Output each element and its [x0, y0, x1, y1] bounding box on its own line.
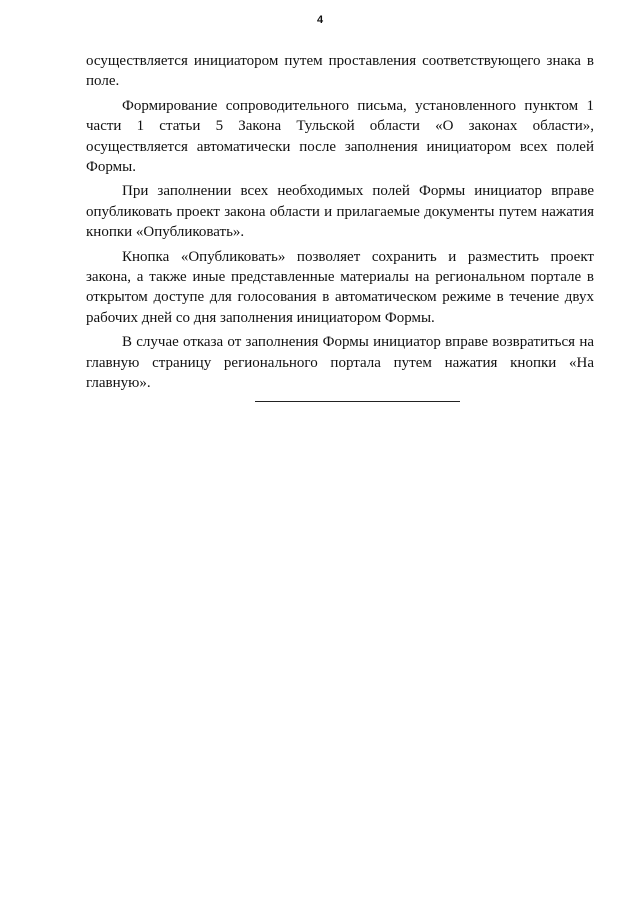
- page-number: 4: [316, 14, 324, 26]
- closing-divider: [255, 401, 460, 402]
- paragraph-refusal: В случае отказа от заполнения Формы инициатор вправе возвратиться на главную страницу регионального портала путем нажатия кнопки «На главную».: [86, 334, 594, 392]
- document-body: [86, 51, 594, 398]
- paragraph-publish: При заполнении всех необходимых полей Формы инициатор вправе опубликовать проект закона области и прилагаемые документы путем нажатия кнопки «Опубликовать».: [86, 183, 594, 241]
- paragraph-continuation: осуществляется инициатором путем проставления соответствующего знака в поле.: [86, 53, 594, 90]
- paragraph-cover-letter: Формирование сопроводительного письма, установленного пунктом 1 части 1 статьи 5 Закона Тульской области «О законах области», осуществляется автоматически после заполнения инициатором всех полей Формы.: [86, 97, 594, 176]
- paragraph-publish-button: Кнопка «Опубликовать» позволяет сохранить и разместить проект закона, а также иные представленные материалы на региональном портале в открытом доступе для голосования в автоматическом режиме в течение двух рабочих дней со дня заполнения инициатором Формы.: [86, 248, 594, 326]
